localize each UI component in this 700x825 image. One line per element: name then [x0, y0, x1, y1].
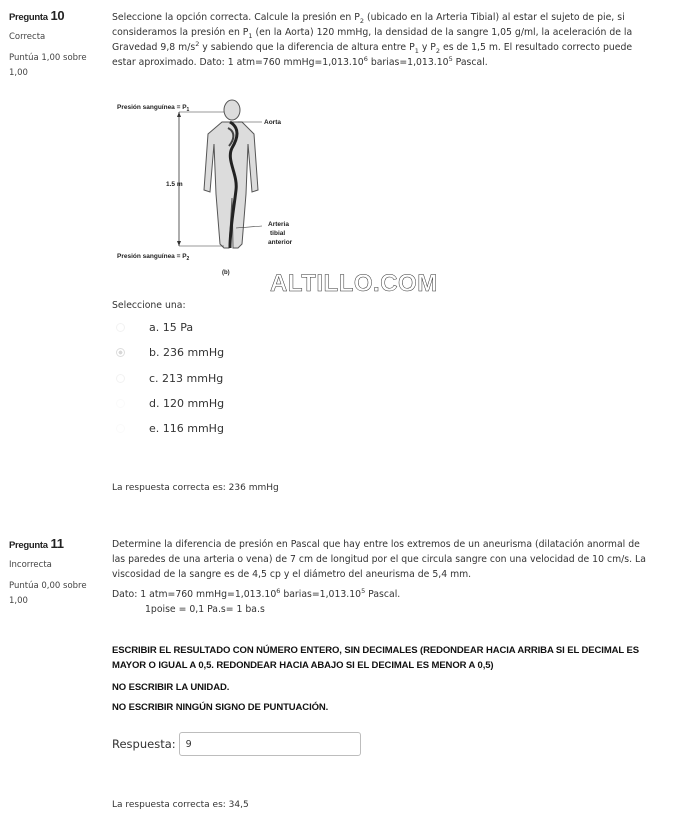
instruction-no-unit: NO ESCRIBIR LA UNIDAD.	[112, 682, 230, 693]
score-line: Puntúa 0,00 sobre	[9, 581, 87, 591]
option-a[interactable]	[116, 317, 193, 337]
score-value: 1,00	[9, 68, 28, 78]
bottom-pressure-label: Presión sanguínea = $P_2$	[117, 253, 190, 262]
text-line: las paredes de una arteria o vena) de 7 cm de longitud por el que circula sangre con una velocidad de 10 cm/s. La	[112, 554, 646, 565]
text-line: consideramos la presión en $P_1$ (en la Aorta) 120 mmHg, la densidad de la sangre 1,05 g/ml, la aceleración de la	[112, 27, 633, 40]
artery-label-3: anterior	[268, 239, 293, 246]
head-shape	[224, 100, 240, 120]
text-line: 1poise = 0,1 Pa.s= 1 ba.s	[145, 604, 265, 615]
text-line: Gravedad 9,8 $m/s^2$ y sabiendo que la diferencia de altura entre $P_1$ y $P_2$ es de 1,5 m. El resultado correcto puede	[112, 39, 633, 55]
question-label: Pregunta	[9, 540, 48, 551]
aorta-label: Aorta	[264, 119, 281, 126]
question-11-text	[112, 537, 672, 617]
radio-button-selected[interactable]	[116, 348, 125, 357]
watermark: ALTILLO.COM	[270, 270, 438, 297]
radio-button[interactable]	[116, 374, 125, 383]
height-label: 1.5 m	[166, 181, 183, 188]
instruction-line: ESCRIBIR EL RESULTADO CON NÚMERO ENTERO, SIN DECIMALES (REDONDEAR HACIA ARRIBA SI EL DECIMAL ES	[112, 645, 639, 656]
figure-caption: (b)	[222, 270, 230, 276]
question-10-text	[112, 10, 660, 70]
artery-label-1: Arteria	[268, 221, 289, 228]
answer-row	[112, 732, 361, 756]
answer-input[interactable]	[179, 732, 361, 756]
radio-button[interactable]	[116, 323, 125, 332]
instruction-rounding	[112, 643, 672, 673]
question-number: 10	[50, 8, 65, 23]
top-pressure-label: Presión sanguínea = $P_1$	[117, 104, 190, 113]
answer-label: Respuesta:	[112, 737, 176, 751]
text-line: estar aproximado. Dato: 1 atm=760 $mmHg=1,013.10^6$ $barias=1,013.10^5$ Pascal.	[112, 54, 488, 68]
option-label: e. 116 mmHg	[149, 421, 224, 435]
option-label: c. 213 mmHg	[149, 371, 224, 385]
option-label: b. 236 mmHg	[149, 345, 225, 359]
question-number: 11	[50, 536, 64, 551]
question-10-heading	[9, 8, 99, 26]
question-status: Incorrecta	[9, 560, 52, 570]
body-diagram	[112, 98, 312, 278]
radio-button[interactable]	[116, 424, 125, 433]
question-status: Correcta	[9, 32, 46, 42]
text-line: Seleccione la opción correcta. Calcule la presión en $P_2$ (ubicado en la Arteria Tibial) al estar el sujeto de pie, si	[112, 12, 625, 25]
question-score	[9, 51, 99, 81]
instruction-line: MAYOR O IGUAL A 0,5. REDONDEAR HACIA ABAJO SI EL DECIMAL ES MENOR A 0,5)	[112, 660, 494, 671]
select-one-label: Seleccione una:	[112, 300, 186, 311]
correct-answer-feedback: La respuesta correcta es: 34,5	[112, 800, 249, 810]
score-line: Puntúa 1,00 sobre	[9, 53, 87, 63]
artery-label-2: tibial	[270, 230, 286, 237]
instruction-no-punctuation: NO ESCRIBIR NINGÚN SIGNO DE PUNTUACIÓN.	[112, 702, 329, 713]
score-value: 1,00	[9, 596, 28, 606]
option-c[interactable]	[116, 368, 223, 388]
text-line: Dato: 1 atm=760 $mmHg=1,013.10^6$ $barias=1,013.10^5$ Pascal.	[112, 586, 401, 600]
option-e[interactable]	[116, 418, 224, 438]
option-label: a. 15 Pa	[149, 320, 194, 334]
question-label: Pregunta	[9, 12, 48, 23]
question-11-info	[9, 536, 99, 609]
text-line: viscosidad de la sangre es de 4,5 cp y el diámetro del aneurisma de 5,4 mm.	[112, 569, 472, 580]
option-b[interactable]	[116, 342, 224, 362]
option-label: d. 120 mmHg	[149, 396, 225, 410]
question-10-info	[9, 8, 99, 81]
text-line: Determine la diferencia de presión en Pascal que hay entre los extremos de un aneurisma (dilatación anormal de	[112, 539, 640, 550]
option-d[interactable]	[116, 393, 224, 413]
question-score	[9, 579, 99, 609]
radio-button[interactable]	[116, 399, 125, 408]
question-11-heading	[9, 536, 99, 554]
correct-answer-feedback: La respuesta correcta es: 236 mmHg	[112, 483, 279, 493]
